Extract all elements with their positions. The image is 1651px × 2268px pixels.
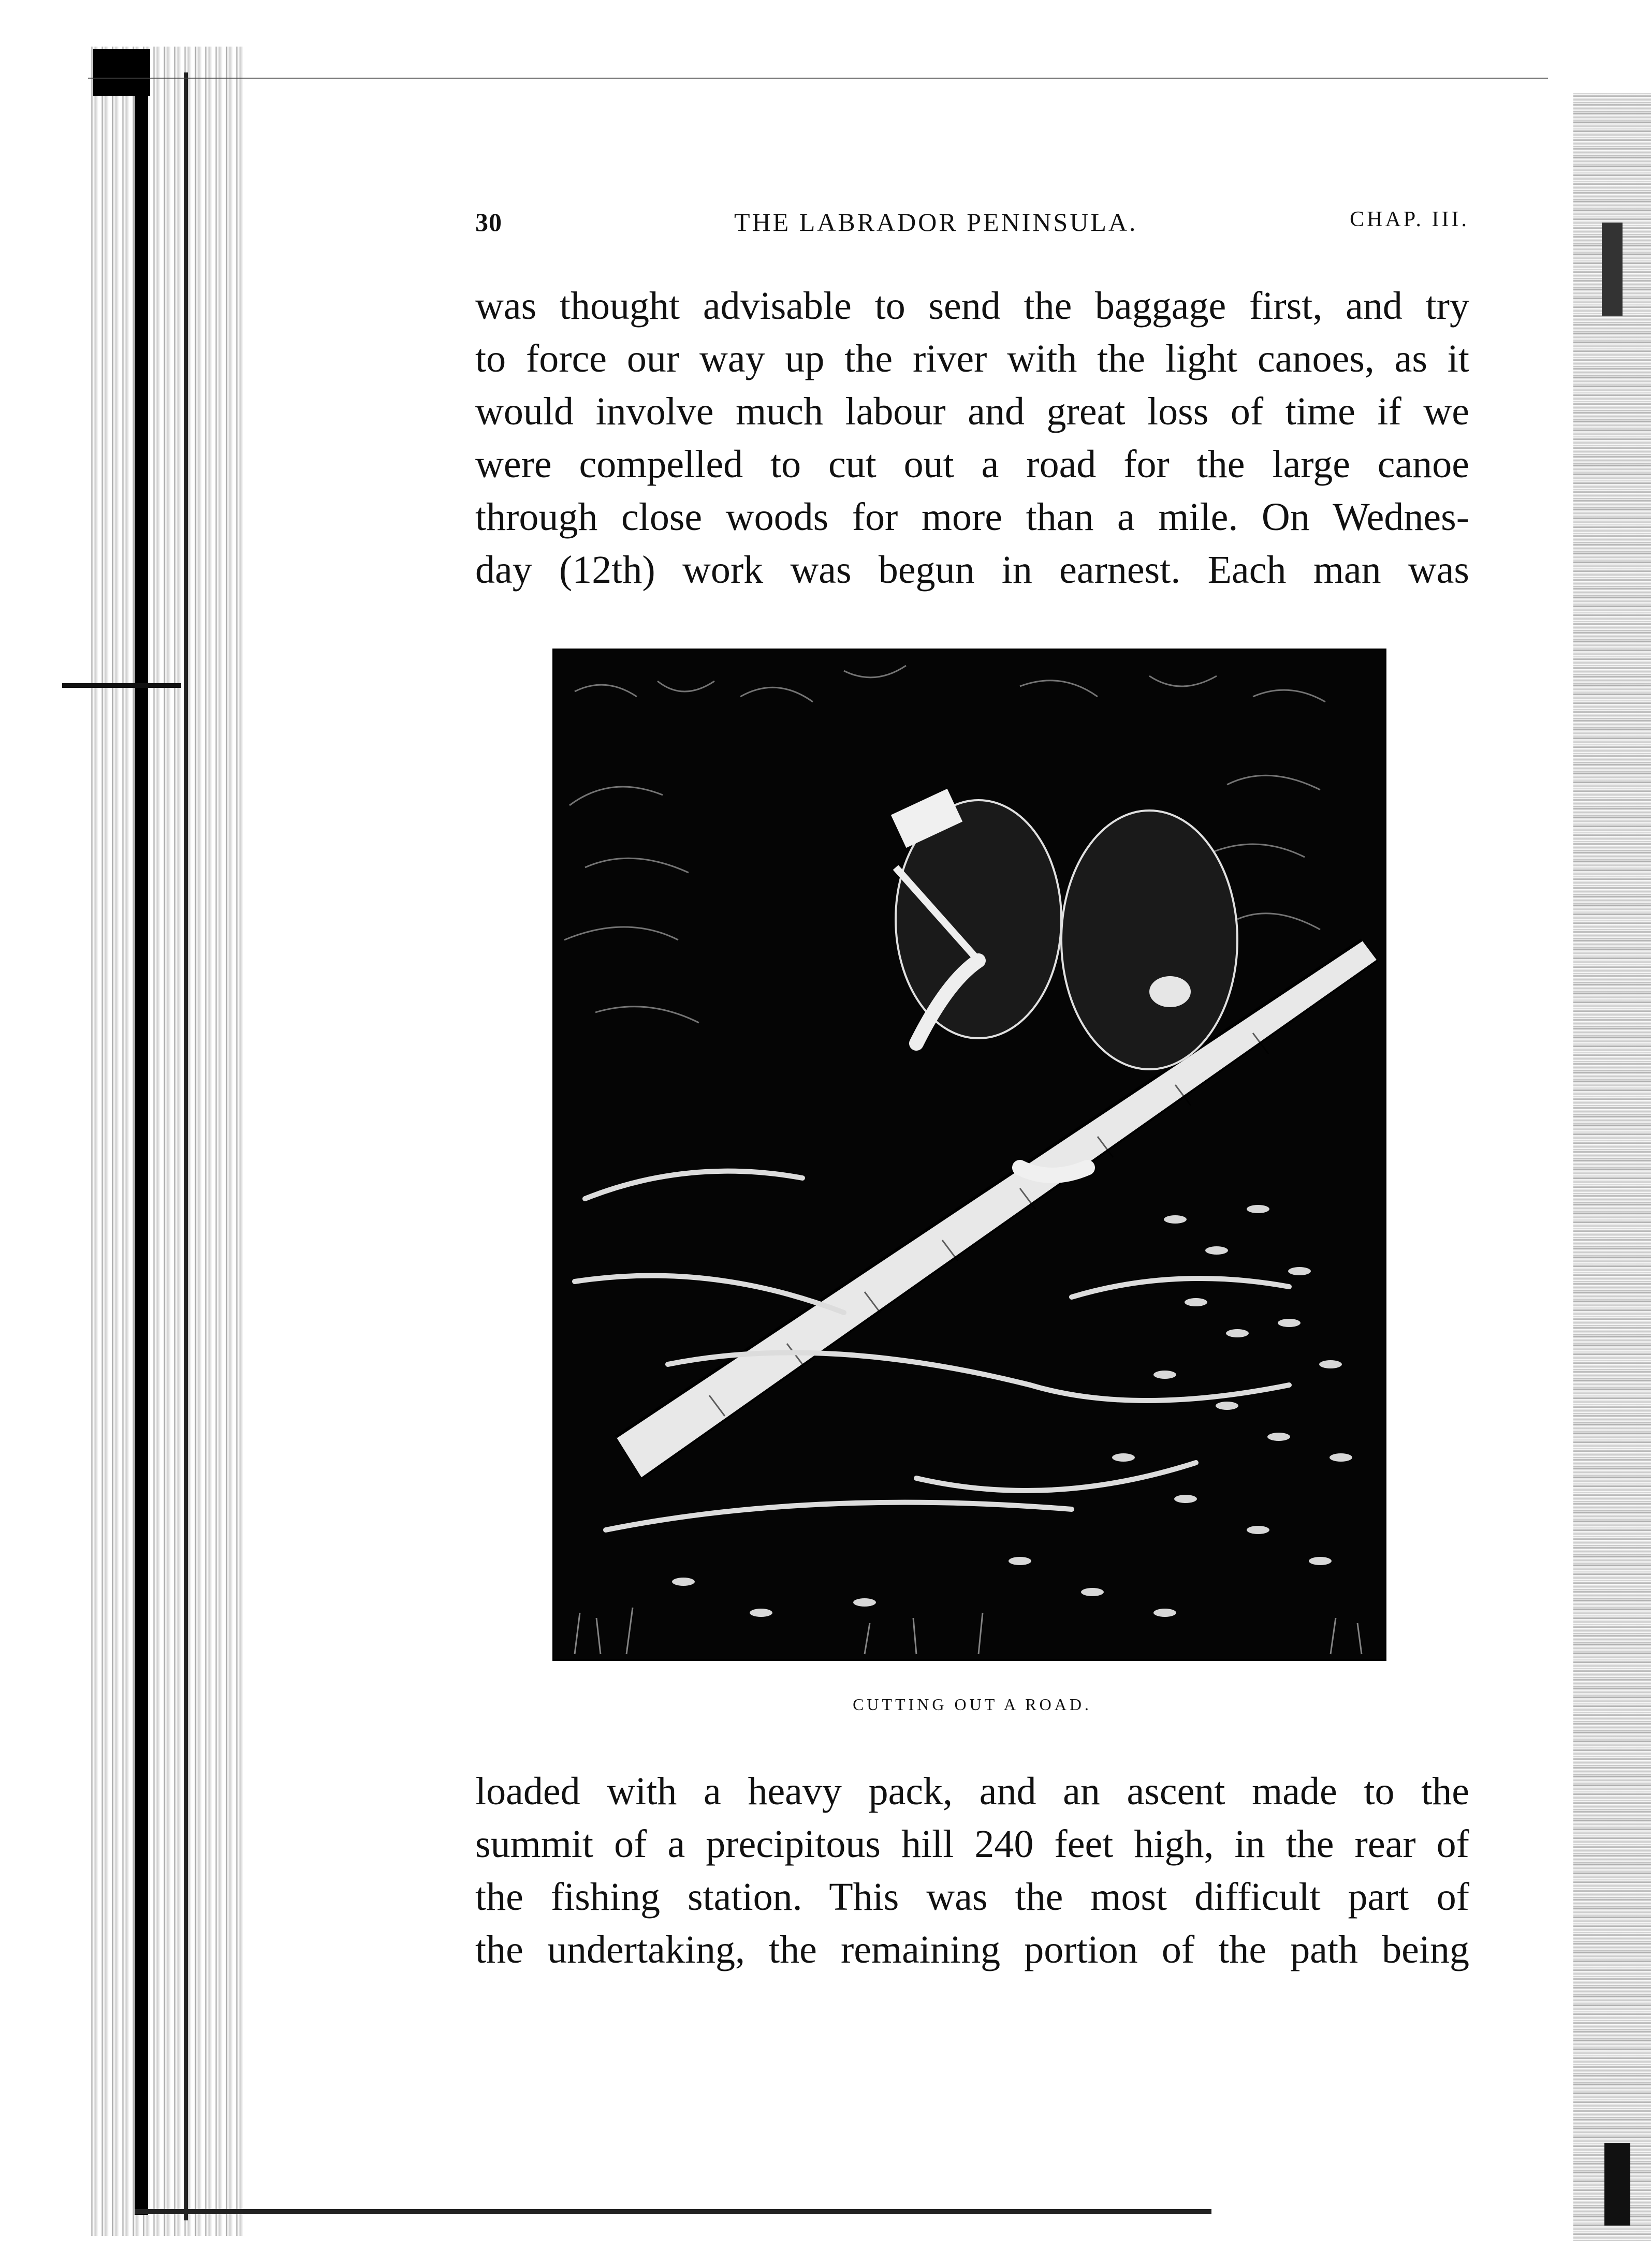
text-line: would involve much labour and great loss of time if we	[475, 390, 1469, 433]
right-edge-mark	[1602, 223, 1623, 316]
engraving-illustration	[552, 649, 1386, 1661]
text-line: through close woods for more than a mile. On Wednes-	[475, 495, 1469, 539]
body-text-top	[475, 279, 1469, 596]
scan-corner-mark	[93, 49, 150, 96]
margin-mark	[62, 683, 181, 688]
figure-caption: CUTTING OUT A ROAD.	[853, 1695, 1092, 1714]
right-edge-mark-bottom	[1604, 2143, 1630, 2226]
running-title: THE LABRADOR PENINSULA.	[734, 208, 1138, 237]
top-scan-line	[88, 78, 1548, 79]
running-header	[475, 207, 1469, 243]
page-number: 30	[475, 208, 502, 237]
text-line: were compelled to cut out a road for the large canoe	[475, 443, 1469, 486]
body-text-bottom	[475, 1765, 1469, 1976]
bottom-scan-line	[135, 2209, 1211, 2214]
binding-edge	[135, 83, 148, 2215]
text-line: was thought advisable to send the baggage first, and try	[475, 284, 1469, 328]
text-line: summit of a precipitous hill 240 feet high, in the rear of	[475, 1822, 1469, 1866]
engraving-artwork	[554, 650, 1385, 1659]
text-line: the fishing station. This was the most difficult part of	[475, 1875, 1469, 1919]
binding-edge-inner	[184, 72, 188, 2220]
text-line: loaded with a heavy pack, and an ascent made to the	[475, 1770, 1469, 1813]
text-line: to force our way up the river with the light canoes, as it	[475, 337, 1469, 380]
book-gutter-shadow	[88, 47, 243, 2236]
text-line: day (12th) work was begun in earnest. Each man was	[475, 548, 1469, 592]
chapter-label: CHAP. III.	[1350, 208, 1469, 231]
text-line: the undertaking, the remaining portion of the path being	[475, 1928, 1469, 1971]
right-page-edge	[1573, 93, 1651, 2241]
